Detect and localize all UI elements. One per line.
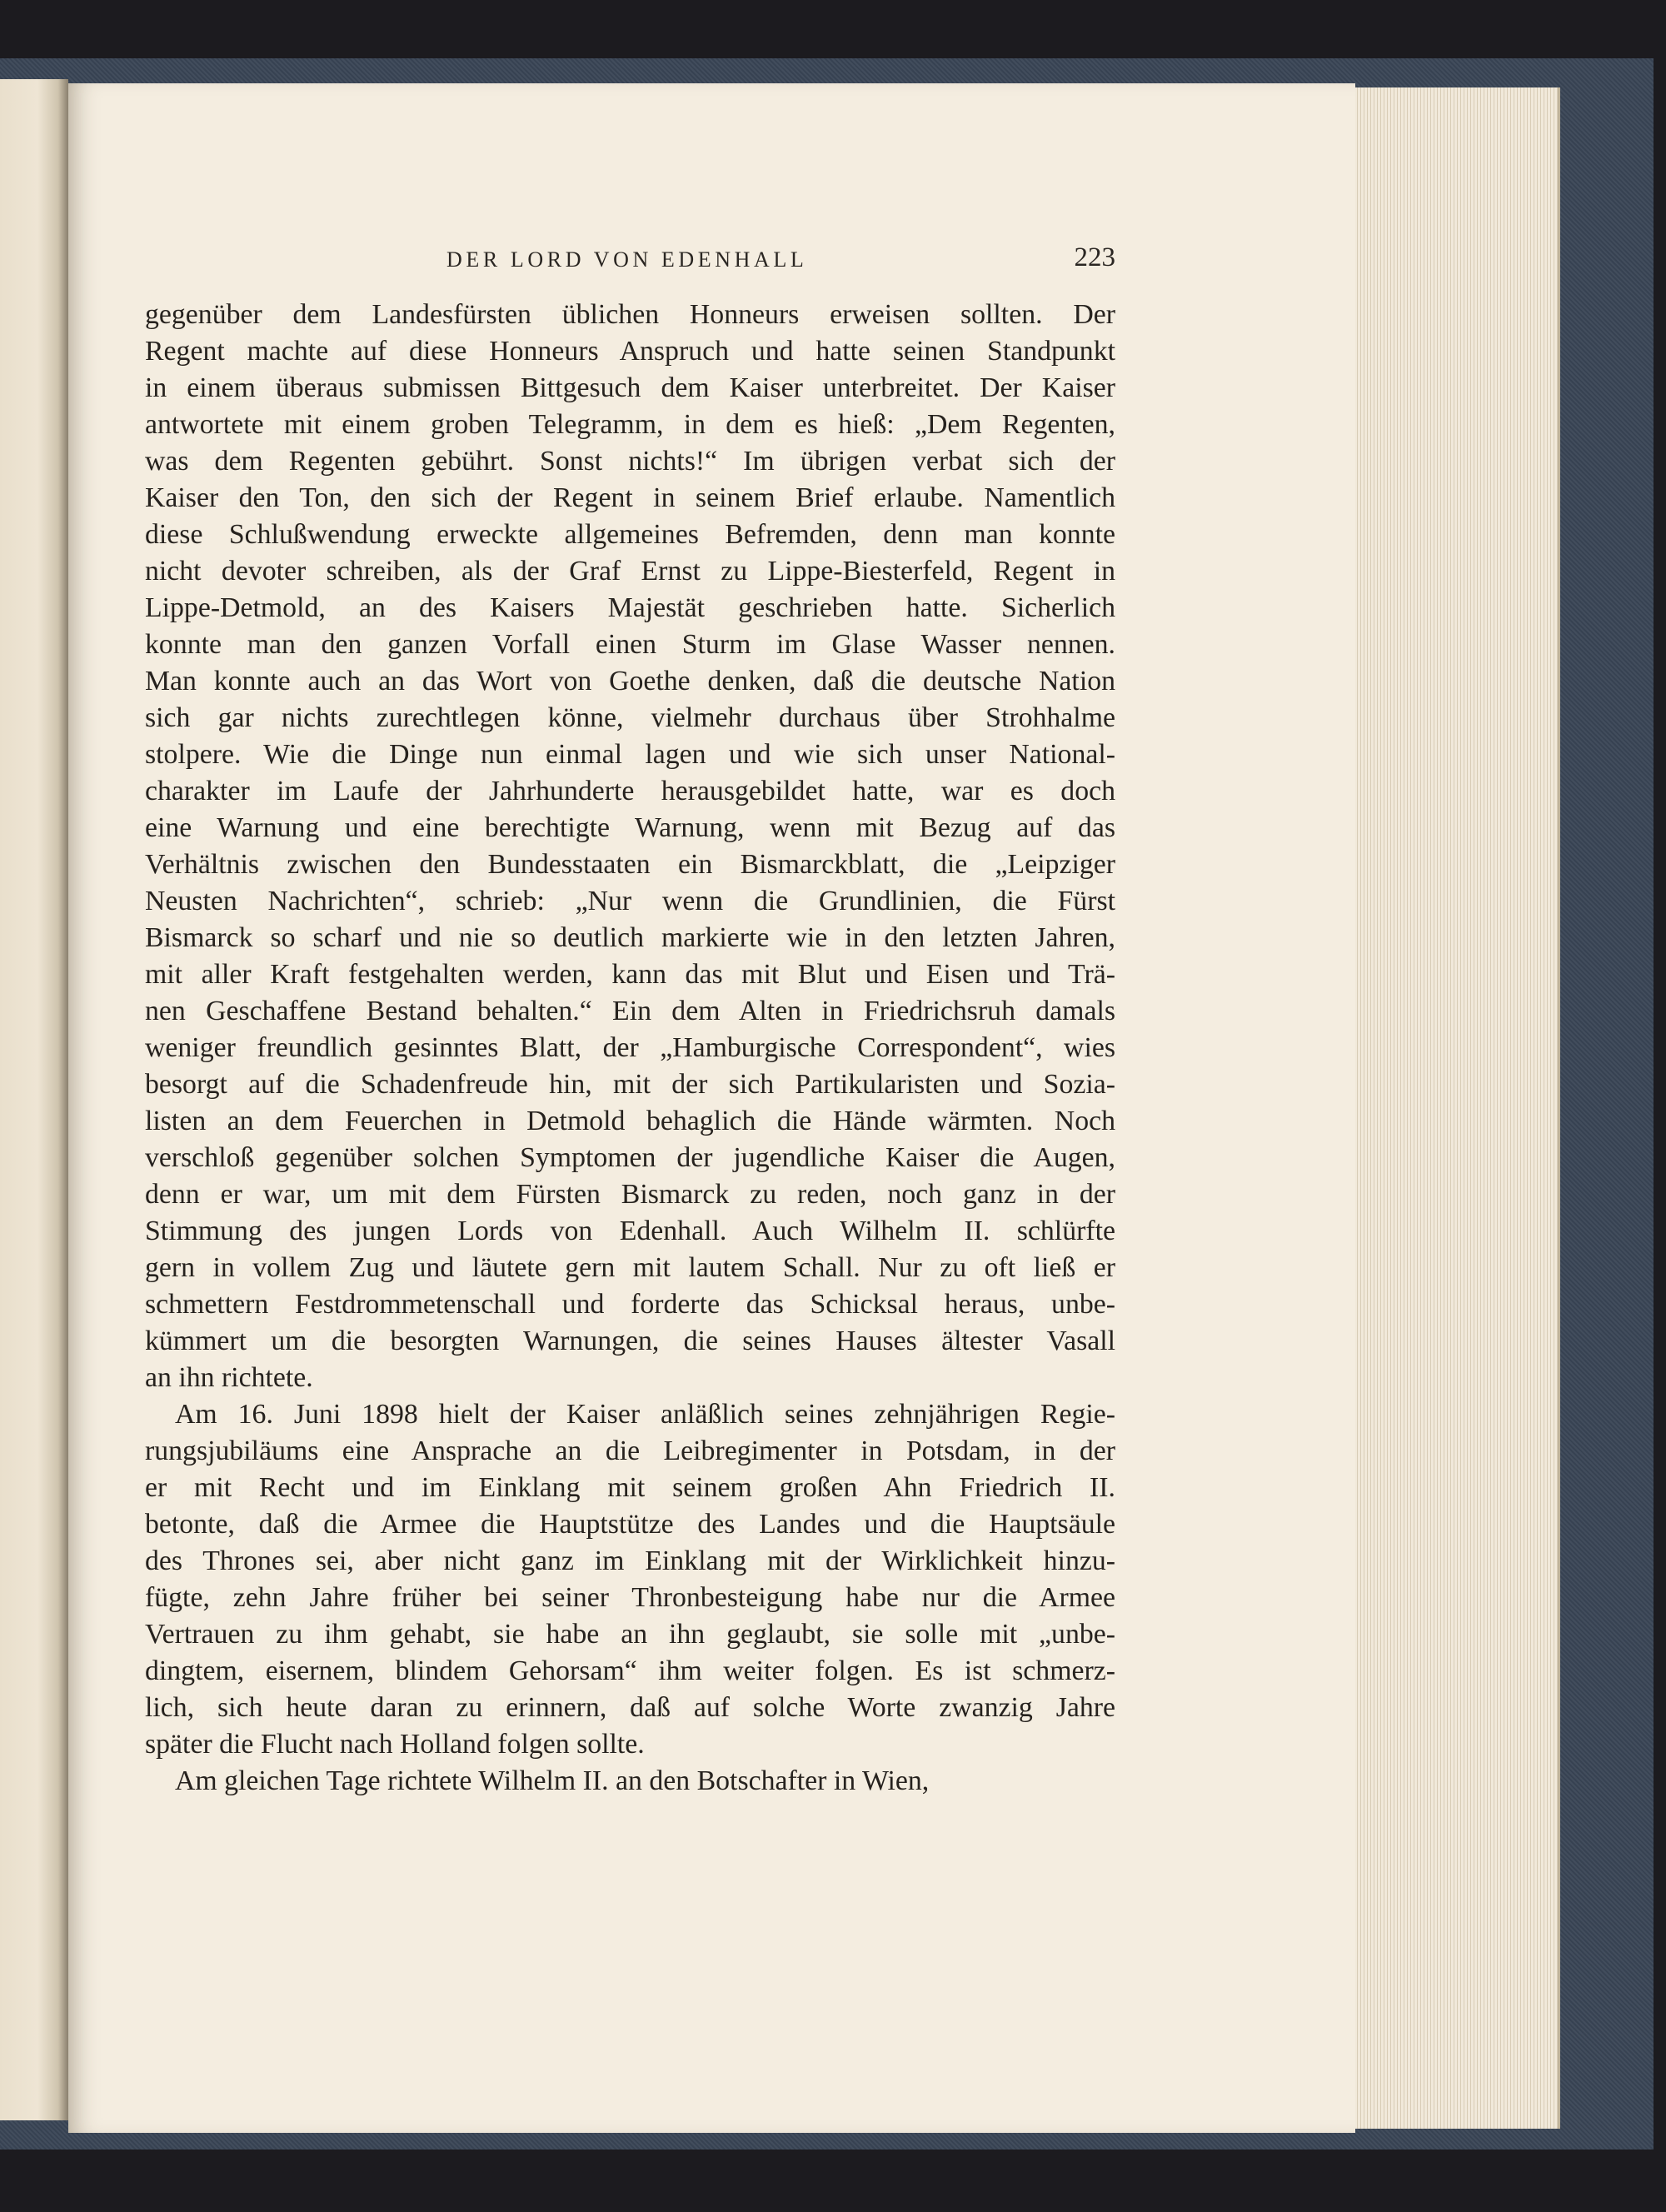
text-line: Neusten Nachrichten“, schrieb: „Nur wenn die Grundlinien, die Fürst: [145, 886, 1115, 916]
text-line: Lippe-Detmold, an des Kaisers Majestät geschrieben hatte. Sicherlich: [145, 592, 1115, 623]
text-line: fügte, zehn Jahre früher bei seiner Thronbesteigung habe nur die Armee: [145, 1582, 1115, 1613]
text-line: denn er war, um mit dem Fürsten Bismarck zu reden, noch ganz in der: [145, 1179, 1115, 1210]
text-line: später die Flucht nach Holland folgen sollte.: [145, 1729, 645, 1760]
text-line: des Thrones sei, aber nicht ganz im Einklang mit der Wirklichkeit hinzu-: [145, 1545, 1115, 1576]
text-line: diese Schlußwendung erweckte allgemeines Befremden, denn man konnte: [145, 519, 1115, 550]
text-line: er mit Recht und im Einklang mit seinem großen Ahn Friedrich II.: [145, 1472, 1115, 1503]
text-line: lich, sich heute daran zu erinnern, daß auf solche Worte zwanzig Jahre: [145, 1692, 1115, 1723]
text-line: listen an dem Feuerchen in Detmold behaglich die Hände wärmten. Noch: [145, 1106, 1115, 1136]
text-line: sich gar nichts zurechtlegen könne, vielmehr durchaus über Strohhalme: [145, 702, 1115, 733]
text-line: Regent machte auf diese Honneurs Anspruch und hatte seinen Standpunkt: [145, 336, 1115, 367]
text-line: charakter im Laufe der Jahrhunderte herausgebildet hatte, war es doch: [145, 776, 1115, 806]
text-line: verschloß gegenüber solchen Symptomen der jugendliche Kaiser die Augen,: [145, 1142, 1115, 1173]
running-title: DER LORD VON EDENHALL: [446, 247, 808, 272]
text-line: an ihn richtete.: [145, 1362, 313, 1393]
text-line: schmettern Festdrommetenschall und forderte das Schicksal heraus, unbe-: [145, 1289, 1115, 1320]
text-line: Am gleichen Tage richtete Wilhelm II. an den Botschafter in Wien,: [175, 1765, 930, 1796]
text-line: betonte, daß die Armee die Hauptstütze des Landes und die Hauptsäule: [145, 1509, 1115, 1540]
text-line: gegenüber dem Landesfürsten üblichen Honneurs erweisen sollten. Der: [145, 299, 1115, 330]
text-line: konnte man den ganzen Vorfall einen Sturm im Glase Wasser nennen.: [145, 629, 1115, 660]
page-block-edges: [1324, 87, 1560, 2129]
text-line: besorgt auf die Schadenfreude hin, mit der sich Partikularisten und Sozia-: [145, 1069, 1115, 1100]
text-line: Verhältnis zwischen den Bundesstaaten ein Bismarckblatt, die „Leipziger: [145, 849, 1115, 880]
text-line: dingtem, eisernem, blindem Gehorsam“ ihm weiter folgen. Es ist schmerz-: [145, 1655, 1115, 1686]
text-line: Stimmung des jungen Lords von Edenhall. Auch Wilhelm II. schlürfte: [145, 1216, 1115, 1246]
text-line: gern in vollem Zug und läutete gern mit lautem Schall. Nur zu oft ließ er: [145, 1252, 1115, 1283]
page-header: [446, 242, 1115, 286]
text-line: nen Geschaffene Bestand behalten.“ Ein dem Alten in Friedrichsruh damals: [145, 996, 1115, 1026]
page-number: 223: [1074, 242, 1115, 272]
text-line: Am 16. Juni 1898 hielt der Kaiser anläßlich seines zehnjährigen Regie-: [175, 1399, 1115, 1430]
text-line: kümmert um die besorgten Warnungen, die seines Hauses ältester Vasall: [145, 1326, 1115, 1356]
text-line: Vertrauen zu ihm gehabt, sie habe an ihn geglaubt, sie solle mit „unbe-: [145, 1619, 1115, 1650]
text-line: Kaiser den Ton, den sich der Regent in seinem Brief erlaube. Namentlich: [145, 482, 1115, 513]
text-line: stolpere. Wie die Dinge nun einmal lagen und wie sich unser National-: [145, 739, 1115, 770]
text-line: antwortete mit einem groben Telegramm, in dem es hieß: „Dem Regenten,: [145, 409, 1115, 440]
text-line: weniger freundlich gesinntes Blatt, der „Hamburgische Correspondent“, wies: [145, 1032, 1115, 1063]
text-line: mit aller Kraft festgehalten werden, kann das mit Blut und Eisen und Trä-: [145, 959, 1115, 990]
text-line: rungsjubiläums eine Ansprache an die Leibregimenter in Potsdam, in der: [145, 1436, 1115, 1466]
text-line: in einem überaus submissen Bittgesuch dem Kaiser unterbreitet. Der Kaiser: [145, 372, 1115, 403]
text-line: was dem Regenten gebührt. Sonst nichts!“ Im übrigen verbat sich der: [145, 446, 1115, 477]
left-page-edge: [0, 79, 68, 2120]
text-line: nicht devoter schreiben, als der Graf Ernst zu Lippe-Biesterfeld, Regent in: [145, 556, 1115, 587]
text-line: eine Warnung und eine berechtigte Warnung, wenn mit Bezug auf das: [145, 812, 1115, 843]
text-line: Bismarck so scharf und nie so deutlich markierte wie in den letzten Jahren,: [145, 922, 1115, 953]
text-line: Man konnte auch an das Wort von Goethe denken, daß die deutsche Nation: [145, 666, 1115, 697]
